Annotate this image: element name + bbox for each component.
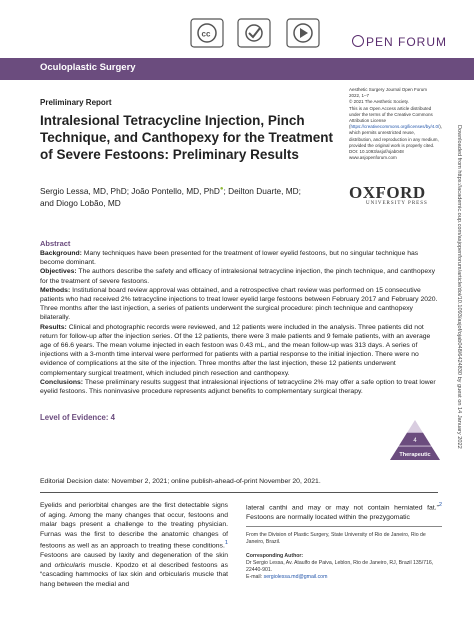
open-forum-logo: PEN FORUM [352, 35, 447, 49]
doi[interactable]: DOI: 10.1093/asjof/ojab048 [349, 149, 404, 155]
body-text-left: Eyelids and periorbital changes are the first detectable signs of aging. Among the many changes that occur, festoons and malar bags present a challenge to the treating physician. Furnas was the first to describe the anatomic changes of festoons as well as an approach to treating these conditions.$^1$ Festoons are caused by laxity and degeneration of the skin and orbicularis muscle. Kpodzo et al described festoons as “cascading hammocks of lax skin and orbicularis muscle that hang between the medial and [40, 502, 228, 589]
decision-date: Editorial Decision date: November 2, 2021; online publish-ahead-of-print November 20, 2021. [40, 478, 321, 485]
section-bar [0, 58, 474, 80]
article-title: Intralesional Tetracycline Injection, Pinch Technique, and Canthopexy for the Treatment of Severe Festoons: Preliminary Results [40, 113, 334, 162]
abstract-body: Background: Many techniques have been presented for the treatment of lower eyelid festoons, but no singular technique has become dominant. Objectives: The authors describe the safety and efficacy of intralesional tetracycline injection, the pinch technique, and canthopexy for the treatment of severe festoons. Methods: Institutional board review approval was obtained, and a retrospective chart review was performed on 15 consecutive patients who had received 2% tetracycline injections to treat lower eyelid large festoons between February 2017 and February 2020. Three months after the last injection, a series of patients underwent the surgical procedure: pinch technique and canthopexy bilaterally. Results: Clinical and photographic records were reviewed, and 12 patients were included in the analysis. Three patients did not return for follow-up after the injection series. Of the 12 patients, there were 3 male patients and 9 female patients, with an average age of 66.6 years. The mean volume injected in each festoon was 0.43 mL, and the mean follow-up was 313 days. A series of injections with a 3-month time interval were performed for patients with a partial response to the initial injection. There were no evidence of complications at the site of the injection. Three months after the last injection, these 12 patients underwent complementary surgical treatment, which included pinch resection and canthopexy. Conclusions: These preliminary results suggest that intralesional injections of tetracycline 2% may offer a safe option to treat lower eyelid festoons. This noninvasive procedure represents adjunct benefits to complementary surgical therapy. [40, 250, 438, 396]
download-watermark: Downloaded from https://academic.oup.com/asjopenforum/article/doi/10.1093/asjof/ojab048/6424830 by guest on 14 January 2022 [456, 125, 462, 449]
affiliation: From the Division of Plastic Surgery, State University of Rio de Janeiro, Rio de Janeiro, Brazil. [246, 532, 426, 545]
email-link[interactable]: sergiolessa.md@gmail.com [263, 574, 328, 580]
level-of-evidence: Level of Evidence: 4 [40, 413, 115, 422]
journal-info: Aesthetic Surgery Journal Open Forum 2022, 1–7 © 2021 The Aesthetic Society. This is an Open Access article distributed under the terms of the Creative Commons Attribution License (https://creativecommons.org/licenses/by/4.0/), which permits unrestricted reuse, distribution, and reproduction in any medium, provided the original work is properly cited. DOI: 10.1093/asjof/ojab048 www.asjopenforum.com [349, 87, 443, 161]
abstract-heading: Abstract [40, 239, 71, 248]
correspondence-heading: Corresponding Author: [246, 553, 304, 559]
divider [40, 492, 438, 493]
open-circle-icon [352, 35, 364, 47]
oxford-sub: UNIVERSITY PRESS [366, 201, 428, 206]
svg-text:cc: cc [201, 29, 211, 39]
section-label: Oculoplastic Surgery [40, 62, 136, 73]
orcid-icon[interactable]: ● [219, 186, 224, 192]
pyramid-number: 4 [413, 438, 417, 444]
video-play-icon[interactable] [286, 18, 320, 48]
evidence-pyramid [388, 418, 442, 462]
license-link[interactable]: https://creativecommons.org/licenses/by/4.0/ [350, 124, 440, 130]
cc-license-logo [190, 18, 224, 48]
oxford-logo: OXFORD [349, 183, 426, 202]
report-type: Preliminary Report [40, 98, 112, 107]
footnote-divider [246, 526, 442, 527]
ref-2[interactable]: 2 [438, 502, 442, 508]
body-text-right: lateral canthi and may or may not contain herniated fat.”$^2$ Festoons are normally located within the prezygomatic [246, 502, 442, 521]
pyramid-label: Therapeutic [399, 452, 431, 458]
crossmark-icon[interactable] [237, 18, 271, 48]
authors: Sergio Lessa, MD, PhD; João Pontello, MD, PhD●; Deilton Duarte, MD; and Diogo Lobão, MD [40, 185, 301, 208]
ref-1[interactable]: 1 [224, 540, 228, 547]
journal-url[interactable]: www.asjopenforum.com [349, 155, 397, 161]
correspondence: Dr Sergio Lessa, Av. Ataulfo de Paiva, Leblon, Rio de Janeiro, RJ, Brazil 135/716, 22440-901. E-mail: sergiolessa.md@gmail.com [246, 560, 434, 580]
